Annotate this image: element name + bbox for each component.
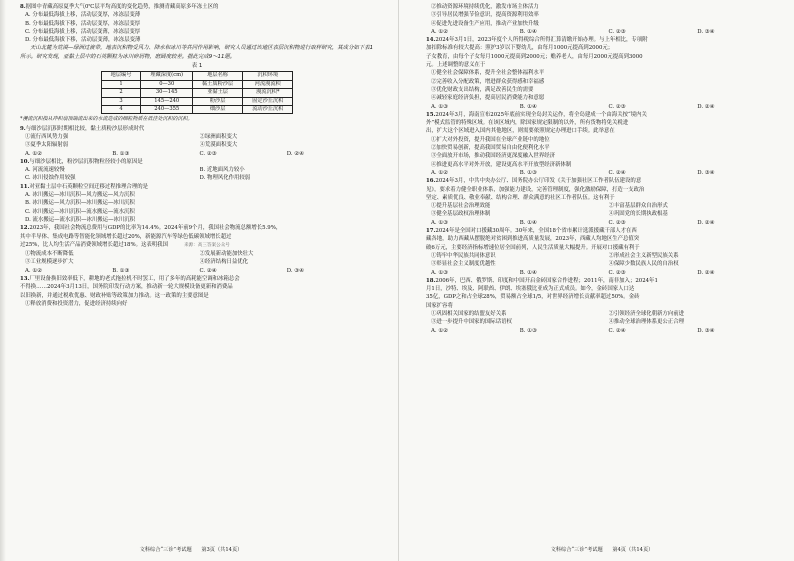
q8-option-d: D. 分布最低海拔下移，活动层变薄，冰冻层变薄 bbox=[25, 37, 141, 44]
question-13-line: 以旧换新，并通过税收优惠、财政补贴等政策加力推动。这一政策的主要意图是 bbox=[20, 292, 209, 299]
q15-statement: ②加快贸易创新，提高我国贸易自由化便利化水平 bbox=[431, 145, 550, 152]
question-8: 8.据图中青藏高原夏季大气0℃层平均高度的变化趋势，推测青藏高原多年冻土区的 bbox=[20, 4, 219, 10]
q17-statements bbox=[426, 252, 786, 269]
statement: ①提升基层社会治理效能 bbox=[431, 203, 491, 210]
table-header-row bbox=[101, 72, 293, 80]
statement: ③健全基层政权治理体制 bbox=[431, 211, 491, 218]
q15-answers bbox=[426, 169, 786, 177]
q16-statements bbox=[426, 202, 786, 219]
question-13: 13.厂里设备换旧效率低下，耕地的老式拖拉机不时罢工，用了多年的高耗能空调和冰箱总会 bbox=[20, 276, 240, 283]
statement: ④保障少数民族人民的自治权 bbox=[608, 261, 679, 268]
q16-answers bbox=[426, 219, 786, 227]
strata-table bbox=[101, 71, 294, 114]
statement: ③进一步提升中国家的国际话语权 bbox=[431, 319, 512, 326]
question-18-line: 35亿，GDP之和占全球28%，贸易额占全球1/5，对世界经济增长贡献率超过50%。金砖 bbox=[426, 294, 640, 301]
question-12: 12.2023年，我国社会物流总费用与GDP的比率为14.4%。2024年前9个月，我国社会物流总额增长5.9%， bbox=[20, 225, 282, 232]
answer-option: B. ①③ bbox=[519, 327, 537, 334]
statement: ④推动全球治理体系更公正合理 bbox=[608, 319, 684, 326]
q14-statement: ③优化财政支出结构，满足改善民生的需要 bbox=[431, 86, 534, 93]
q14-statement: ①健全社会保障体系，提升全社会整体福利水平 bbox=[431, 70, 545, 77]
table-row bbox=[101, 106, 293, 114]
q12-statements bbox=[20, 250, 374, 267]
table-cell: 1 bbox=[101, 80, 141, 88]
question-10: 10.与细沙层相比，粉沙层沉积物粒径较小的原因是 bbox=[20, 158, 143, 165]
q9-answers bbox=[20, 150, 374, 158]
statement: ②绿洲面积变大 bbox=[199, 134, 238, 140]
question-18: 18.2006年，巴西、俄罗斯、印度和中国开启金砖国家合作进程；2011年，南非加入；2024年1 bbox=[426, 277, 658, 284]
table-header: 地层编号 bbox=[101, 72, 141, 80]
q18-statements bbox=[426, 310, 786, 327]
question-16-line: 见》，要求着力健全职业体系，加强能力建设，完善管理制度，强化激励保障，打造一支政治 bbox=[426, 186, 645, 193]
statement: ③工业规模逐步扩大 bbox=[25, 259, 74, 266]
q11-option-c: C. 冰川搬运—冰川沉积—流水搬运—流水沉积 bbox=[25, 208, 135, 215]
table-cell: 细沙层 bbox=[193, 106, 243, 114]
question-18-line: 国家扩容将 bbox=[426, 302, 453, 309]
table-cell: 黏土质粉沙层 bbox=[193, 80, 243, 88]
answer-option: C. ②③ bbox=[608, 28, 626, 35]
left-footer bbox=[0, 546, 382, 554]
answer-option: A. ①② bbox=[431, 327, 448, 334]
answer-option: A. ①③ bbox=[431, 103, 448, 110]
statement: ①巩固相关国家的结盟友好关系 bbox=[431, 310, 507, 317]
answer-option: C. ②④ bbox=[608, 169, 626, 176]
q11-option-a: A. 冰川搬运—冰川沉积—风力搬运—风力沉积 bbox=[25, 192, 135, 199]
answer-option: C. ②④ bbox=[199, 267, 217, 274]
statement: ②引领经济全球化朝新方向前进 bbox=[608, 310, 684, 317]
table-cell: 3 bbox=[101, 97, 141, 105]
question-14-line: 元。上述调整的意义在于 bbox=[426, 62, 486, 69]
statement: ③彰显社会主义制度优越性 bbox=[431, 261, 496, 268]
table-header: 地层名称 bbox=[193, 72, 243, 80]
answer-option: D. ②④ bbox=[697, 103, 715, 110]
question-9: 9.与细沙层沉积时期相比较，黏土质粉沙层形成时代 bbox=[20, 125, 145, 132]
answer-option: A. 河流流速较慢 bbox=[25, 167, 65, 174]
page-fold bbox=[398, 0, 399, 561]
answer-option: B. 近地面风力较小 bbox=[199, 167, 245, 174]
table-cell: 145—240 bbox=[141, 97, 193, 105]
answer-option: B. ①④ bbox=[519, 28, 537, 35]
q14-answers bbox=[426, 103, 786, 111]
answer-option: B. ①④ bbox=[519, 269, 537, 276]
answer-option: B. ①④ bbox=[519, 219, 537, 226]
q15-statement: ①扩大对外投资，提升我国在全球产业链中的地位 bbox=[431, 136, 550, 143]
answer-option: B. ①③ bbox=[112, 150, 130, 157]
answer-option: A. ①② bbox=[25, 267, 42, 274]
answer-option: A. ①② bbox=[25, 150, 42, 157]
question-14-line: 加扣除标准有较大提高：照护3岁以下婴幼儿，由每月1000元提高到2000元； bbox=[426, 45, 614, 52]
question-16-line: 坚定、素质优良、敬业奉献、结构合理、群众满意的社区工作者队伍。这有利于 bbox=[426, 194, 615, 201]
answer-option: A. ①③ bbox=[431, 269, 448, 276]
table-cell: 流动沙丘沉积 bbox=[243, 106, 293, 114]
watermark: 来源：高三答案公众号 bbox=[183, 242, 230, 248]
answer-option: D. ③④ bbox=[697, 169, 715, 176]
statement: ②丰富基层群众自治形式 bbox=[608, 203, 668, 210]
page-number: 第4页（共14页） bbox=[612, 546, 654, 553]
answer-option: D. ③④ bbox=[286, 267, 304, 274]
table-row bbox=[101, 89, 293, 97]
q12-answers bbox=[20, 267, 374, 275]
table-cell: 4 bbox=[101, 106, 141, 114]
left-page bbox=[0, 0, 382, 561]
answer-option: A. ①③ bbox=[431, 219, 448, 226]
table-cell: 粉沙层 bbox=[193, 97, 243, 105]
question-11: 11.对亚黏土层中石英颗粒空间迁移过程推理合理的是 bbox=[20, 183, 148, 190]
table-cell: 漫流沉积* bbox=[243, 89, 293, 97]
answer-option: C. 冰川侵蚀作用较强 bbox=[25, 175, 76, 182]
answer-option: B. ①③ bbox=[519, 169, 537, 176]
statement: ④经济结构日益优化 bbox=[199, 259, 249, 266]
table-cell: 河流漫流积 bbox=[243, 80, 293, 88]
answer-option: C. ②③ bbox=[199, 150, 217, 157]
footer-label: 文科综合“三诊”考试题 bbox=[550, 546, 603, 553]
question-14: 14.2024年3月1日，2023年度个人所得税综合所得汇算清缴开始办理。与上年相比，专项附 bbox=[426, 37, 648, 44]
answer-option: C. ②③ bbox=[608, 269, 626, 276]
q15-statement: ④推进更高水平对外开放，建设更高水平开放型经济新体制 bbox=[431, 161, 572, 168]
question-17-line: 藏各地，助力西藏从摆脱绝对贫困到推进高质量发展，2023年，西藏人均地区生产总值突 bbox=[426, 236, 640, 243]
statement: ④巩固党的长期执政根基 bbox=[608, 211, 668, 218]
table-cell: 30—145 bbox=[141, 89, 193, 97]
q14-statement: ②完善收入分配政策，增进群众获得感和幸福感 bbox=[431, 78, 545, 85]
table-title: 表 1 bbox=[191, 63, 203, 70]
q13-statement: ③引导居民增强节俭意识，提高资源利用效率 bbox=[431, 12, 539, 19]
statement: ②发展新动能加快壮大 bbox=[199, 251, 254, 258]
answer-option: D. 物理风化作用较弱 bbox=[199, 175, 251, 182]
statement: ①铸牢中华民族共同体意识 bbox=[431, 252, 496, 259]
answer-option: C. ②③ bbox=[608, 219, 626, 226]
table-cell: 固定沙丘沉积 bbox=[243, 97, 293, 105]
answer-option: D. ③④ bbox=[697, 327, 715, 334]
question-14-line: 子女教育，由每个子女每月1000元提高到2000元；赡养老人，由每月2000元提高到3000 bbox=[426, 53, 643, 60]
q8-option-a: A. 分布最低海拔上移，活动层变厚，冰冻层变薄 bbox=[25, 12, 141, 19]
footer-label: 文科综合“三诊”考试题 bbox=[139, 546, 192, 553]
table-cell: 0—30 bbox=[141, 80, 193, 88]
q13-statement: ②推动资源环境持续优化，激发市场主体活力 bbox=[431, 4, 539, 10]
question-13-line: 不得换……2024年3月13日，国务院印发行动方案，推动新一轮大规模设备更新和消费品 bbox=[20, 284, 233, 291]
q13-statement: ④促进先进设备生产应用，推动产业加快升级 bbox=[431, 20, 539, 27]
q11-option-b: B. 冰川搬运—风力沉积—冰川搬运—冰川沉积 bbox=[25, 200, 135, 207]
material-passage: 天山北麓为荒漠—绿洲过渡带，地表沉积物受风力、降水和冰川等共同作用影响，研究人员通过该地区表层沉积物进行取样研究，其成分如下表1所示。研究发现，亚黏土层中的石英颗粒为冰川碎屑物，磨圆度较差。据此完成9～11题。 bbox=[20, 45, 374, 60]
question-15-line: 外”模式监管的特殊区域。在该区域内，除国家规定限制的以外，所有货物将免关税进 bbox=[426, 120, 629, 127]
right-footer bbox=[410, 546, 794, 554]
q17-answers bbox=[426, 269, 786, 277]
table-cell: 240—355 bbox=[141, 106, 193, 114]
answer-option: D. ③④ bbox=[697, 28, 715, 35]
table-cell: 2 bbox=[101, 89, 141, 97]
question-15: 15.2024年3月，海南宣布2025年底前实现全岛封关运作，将全岛建成一个由海关按“境内关 bbox=[426, 111, 647, 118]
statement: ①流行西风势力强 bbox=[25, 134, 69, 140]
q13-statement: ①释放消费和投资潜力，促进经济持续向好 bbox=[25, 300, 128, 307]
table-header: 埋藏深度(cm) bbox=[141, 72, 193, 80]
question-15-line: 出，扩大这个区域进入国内其他地区，则需要依照规定办理进口手续。此举意在 bbox=[426, 128, 615, 135]
answer-option: B. ①④ bbox=[519, 103, 537, 110]
answer-option: D. ②④ bbox=[286, 150, 304, 157]
question-17: 17.2024年是全国对口援藏30周年。30年来，全国18个省市累计选派援藏干部人才在西 bbox=[426, 228, 637, 235]
table-note: *漫流沉积指从冲积扇顶端流出来的水流造成的细粒物质在低洼处沉积的沉积。 bbox=[20, 116, 193, 123]
statement: ④荒漠面积变大 bbox=[199, 142, 238, 149]
q18-answers bbox=[426, 327, 786, 335]
answer-option: A. ①② bbox=[431, 28, 448, 35]
question-18-line: 月1日，沙特、埃及、阿联酋、伊朗、埃塞俄比亚成为正式成员。如今，金砖国家人口达 bbox=[426, 286, 635, 293]
statement: ②形成社会主义新型民族关系 bbox=[608, 252, 679, 259]
q9-statements bbox=[20, 133, 374, 150]
statement: ①物流成本不断降低 bbox=[25, 251, 74, 258]
answer-option: D. ②④ bbox=[697, 219, 715, 226]
q15-statement: ③全面放开市场，推动我国经济更深度融入世界经济 bbox=[431, 153, 555, 160]
question-12-line: 其中半导体、集成电路等智能化领域增长超过20%，新能源汽车等绿色低碳领域增长超过 bbox=[20, 233, 232, 240]
question-17-line: 破6万元，主要经济指标增速位居全国前列，人民生活质量大幅提升。开展对口援藏有利于 bbox=[426, 244, 640, 251]
table-row bbox=[101, 80, 293, 88]
right-page bbox=[410, 0, 794, 561]
answer-option: A. ①② bbox=[431, 169, 448, 176]
statement: ③夏季太阳辐射弱 bbox=[25, 142, 69, 149]
q8-option-b: B. 分布最低海拔下移，活动层变厚，冰冻层变厚 bbox=[25, 20, 141, 27]
q10-options bbox=[20, 166, 374, 183]
answer-option: D. ②④ bbox=[697, 269, 715, 276]
question-16: 16.2024年3月，中共中央办公厅、国务院办公厅印发《关于加强社区工作者队伍建设的意 bbox=[426, 178, 642, 185]
answer-option: B. ①③ bbox=[112, 267, 130, 274]
table-header: 沉积环境 bbox=[243, 72, 293, 80]
answer-option: C. ②③ bbox=[608, 103, 626, 110]
q8-option-c: C. 分布最低海拔上移，活动层变薄，冰冻层变厚 bbox=[25, 28, 141, 35]
q14-statement: ④减轻家庭经济负担，提高居民消费能力和意愿 bbox=[431, 95, 545, 102]
question-12-line: 过25%，比人均生活产品消费领域增长超过18%。这表明我国 来源：高三答案公众号 bbox=[20, 241, 230, 248]
table-cell: 亚黏土层 bbox=[193, 89, 243, 97]
table-row bbox=[101, 97, 293, 105]
q13-answers bbox=[426, 28, 786, 36]
answer-option: C. ②④ bbox=[608, 327, 626, 334]
q11-option-d: D. 流水搬运—流水沉积—冰川搬运—冰川沉积 bbox=[25, 216, 135, 223]
page-number: 第3页（共14页） bbox=[201, 546, 243, 553]
